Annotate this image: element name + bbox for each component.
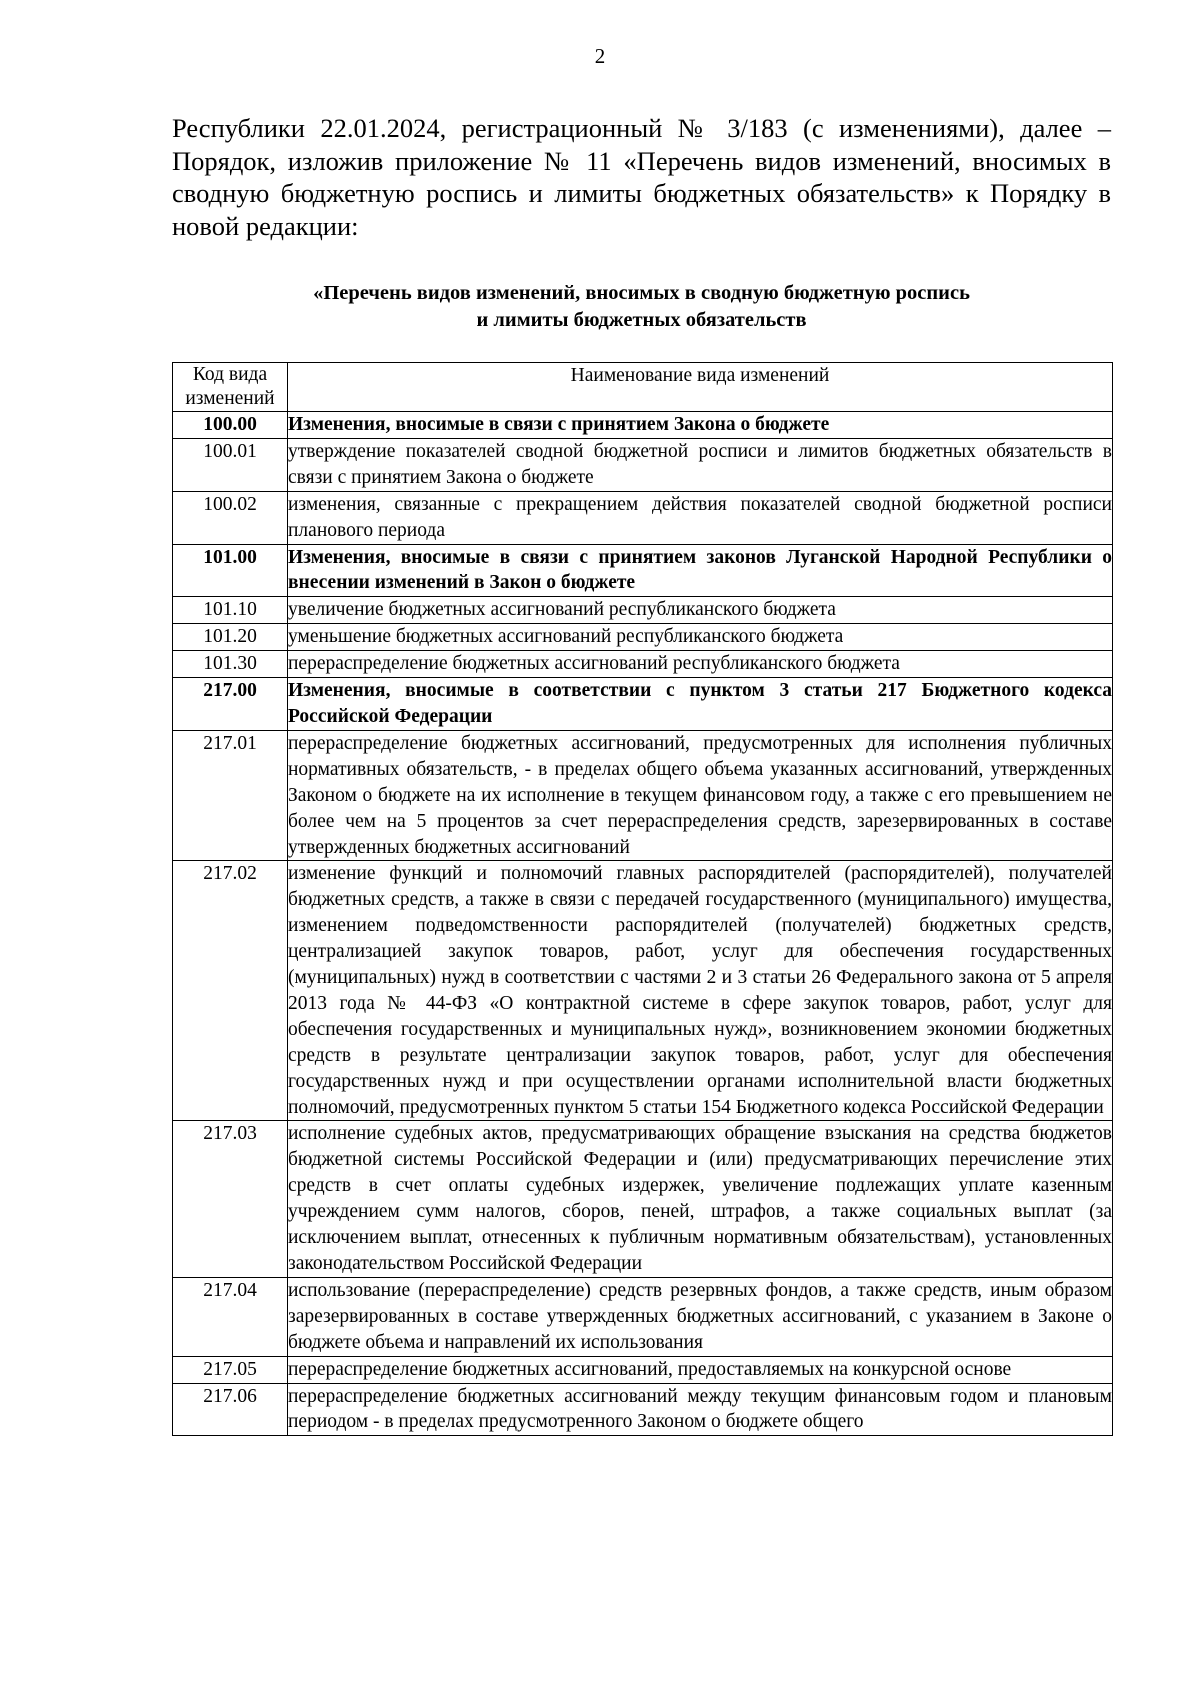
column-header-code: Код вида изменений <box>173 363 288 412</box>
row-code: 100.01 <box>173 438 288 491</box>
table-row <box>173 1356 1113 1383</box>
row-code: 217.00 <box>173 678 288 731</box>
intro-paragraph: Республики 22.01.2024, регистрационный № 3/183 (с изменениями), далее – Порядок, изложив приложение № 11 «Перечень видов изменений, вносимых в сводную бюджетную роспись и лимиты бюджетных обязательств» к Порядку в новой редакции: <box>172 113 1111 241</box>
change-types-table <box>172 362 1113 1436</box>
row-code: 101.30 <box>173 651 288 678</box>
row-name: изменение функций и полномочий главных распорядителей (распорядителей), получателей бюджетных средств, а также в связи с передачей государственного (муниципального) имущества, изменением подведомственности распорядителей (получателей) бюджетных средств, централизацией закупок товаров, работ, услуг для обеспечения государственных (муниципальных) нужд в соответствии с частями 2 и 3 статьи 26 Федерального закона от 5 апреля 2013 года № 44-ФЗ «О контрактной системе в сфере закупок товаров, работ, услуг для обеспечения государственных и муниципальных нужд», возникновением экономии бюджетных средств в результате централизации закупок товаров, работ, услуг для обеспечения государственных нужд и при осуществлении органами исполнительной власти бюджетных полномочий, предусмотренных пунктом 5 статьи 154 Бюджетного кодекса Российской Федерации <box>288 861 1113 1121</box>
table-row <box>173 1277 1113 1356</box>
table-row <box>173 597 1113 624</box>
row-name: перераспределение бюджетных ассигнований, предоставляемых на конкурсной основе <box>288 1356 1113 1383</box>
row-name: Изменения, вносимые в связи с принятием Закона о бюджете <box>288 412 1113 439</box>
table-row-section <box>173 678 1113 731</box>
table-row <box>173 861 1113 1121</box>
row-code: 217.03 <box>173 1121 288 1277</box>
row-name: перераспределение бюджетных ассигнований республиканского бюджета <box>288 651 1113 678</box>
row-name: использование (перераспределение) средств резервных фондов, а также средств, иным образом зарезервированных в составе утвержденных бюджетных ассигнований, с указанием в Законе о бюджете объема и направлений их использования <box>288 1277 1113 1356</box>
row-code: 101.00 <box>173 544 288 597</box>
table-row-section <box>173 412 1113 439</box>
row-name: перераспределение бюджетных ассигнований, предусмотренных для исполнения публичных нормативных обязательств, - в пределах общего объема указанных ассигнований, утвержденных Законом о бюджете на их исполнение в текущем финансовом году, а также с его превышением не более чем на 5 процентов за счет перераспределения средств, зарезервированных в составе утвержденных бюджетных ассигнований <box>288 730 1113 861</box>
table-row <box>173 438 1113 491</box>
row-name: Изменения, вносимые в соответствии с пунктом 3 статьи 217 Бюджетного кодекса Российской Федерации <box>288 678 1113 731</box>
row-name: уменьшение бюджетных ассигнований республиканского бюджета <box>288 624 1113 651</box>
appendix-heading-line-1: «Перечень видов изменений, вносимых в сводную бюджетную роспись <box>313 282 970 304</box>
row-name: утверждение показателей сводной бюджетной росписи и лимитов бюджетных обязательств в связи с принятием Закона о бюджете <box>288 438 1113 491</box>
row-code: 101.20 <box>173 624 288 651</box>
row-name: исполнение судебных актов, предусматривающих обращение взыскания на средства бюджетов бюджетной системы Российской Федерации и (или) предусматривающих перечисление этих средств в счет оплаты судебных издержек, увеличение подлежащих уплате казенным учреждением сумм налогов, сборов, пеней, штрафов, а также социальных выплат (за исключением выплат, отнесенных к публичным нормативным обязательствам), установленных законодательством Российской Федерации <box>288 1121 1113 1277</box>
row-code: 217.05 <box>173 1356 288 1383</box>
table-row <box>173 624 1113 651</box>
table-row <box>173 1121 1113 1277</box>
column-header-name: Наименование вида изменений <box>288 363 1113 412</box>
table-row <box>173 730 1113 861</box>
row-name: увеличение бюджетных ассигнований республиканского бюджета <box>288 597 1113 624</box>
table-row <box>173 651 1113 678</box>
row-code: 100.00 <box>173 412 288 439</box>
row-name: изменения, связанные с прекращением действия показателей сводной бюджетной росписи планового периода <box>288 491 1113 544</box>
page-number: 2 <box>594 44 606 68</box>
row-code: 217.04 <box>173 1277 288 1356</box>
row-code: 100.02 <box>173 491 288 544</box>
row-code: 217.06 <box>173 1383 288 1436</box>
row-code: 101.10 <box>173 597 288 624</box>
row-code: 217.02 <box>173 861 288 1121</box>
row-code: 217.01 <box>173 730 288 861</box>
table-row <box>173 491 1113 544</box>
table-row <box>173 1383 1113 1436</box>
row-name: перераспределение бюджетных ассигнований между текущим финансовым годом и плановым периодом - в пределах предусмотренного Законом о бюджете общего <box>288 1383 1113 1436</box>
appendix-heading-line-2: и лимиты бюджетных обязательств <box>476 309 807 331</box>
appendix-heading <box>172 280 1111 334</box>
row-name: Изменения, вносимые в связи с принятием законов Луганской Народной Республики о внесении изменений в Закон о бюджете <box>288 544 1113 597</box>
table-row-section <box>173 544 1113 597</box>
table-header-row <box>173 363 1113 412</box>
